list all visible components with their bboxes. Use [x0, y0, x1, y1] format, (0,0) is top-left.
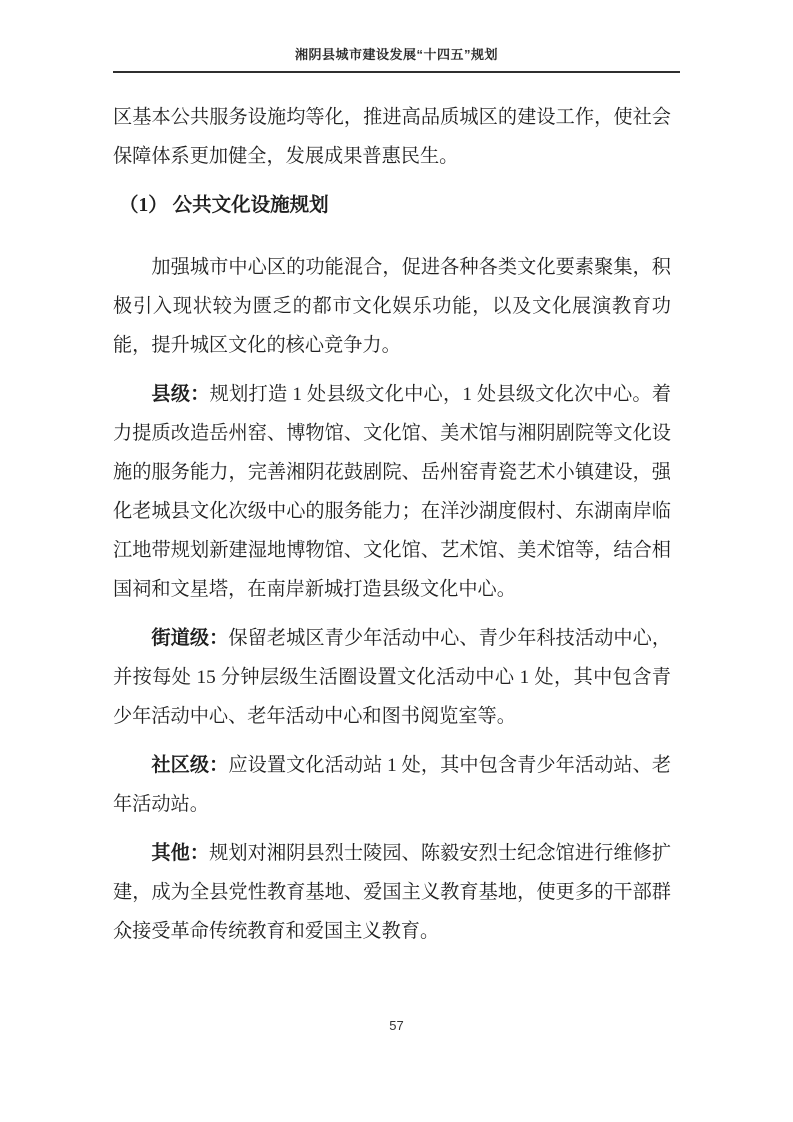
paragraph-text: 加强城市中心区的功能混合，促进各种各类文化要素聚集，积极引入现状较为匮乏的都市文化娱乐功能，以及文化展演教育功能，提升城区文化的核心竞争力。	[113, 257, 671, 356]
header-title: 湘阴县城市建设发展“十四五”规划	[294, 47, 498, 62]
paragraph-label: 街道级：	[151, 628, 229, 649]
page-number: 57	[389, 1018, 404, 1033]
page-footer	[0, 1018, 793, 1033]
document-body	[113, 98, 671, 961]
intro-paragraph	[113, 98, 671, 176]
page-header	[113, 0, 680, 73]
paragraph-county-level	[113, 375, 671, 609]
paragraph-text: 规划对湘阴县烈士陵园、陈毅安烈士纪念馆进行维修扩建，成为全县党性教育基地、爱国主义教育基地，使更多的干部群众接受革命传统教育和爱国主义教育。	[113, 843, 672, 942]
paragraph-label: 其他：	[151, 843, 210, 864]
paragraph-label: 社区级：	[151, 755, 229, 776]
paragraph-text: 规划打造 1 处县级文化中心，1 处县级文化次中心。着力提质改造岳州窑、博物馆、文化馆、美术馆与湘阴剧院等文化设施的服务能力，完善湘阴花鼓剧院、岳州窑青瓷艺术小镇建设，强化老城县文化次级中心的服务能力；在洋沙湖度假村、东湖南岸临江地带规划新建湿地博物馆、文化馆、艺术馆、美术馆等，结合相国祠和文星塔，在南岸新城打造县级文化中心。	[113, 384, 672, 600]
paragraph-text: 应设置文化活动站 1 处，其中包含青少年活动站、老年活动站。	[113, 755, 672, 815]
header-rule	[113, 71, 680, 73]
section-heading: （1） 公共文化设施规划	[119, 195, 329, 216]
paragraph-culture-overview	[113, 248, 671, 365]
paragraph-other	[113, 834, 671, 951]
paragraph-community-level	[113, 746, 671, 824]
paragraph-text: 保留老城区青少年活动中心、青少年科技活动中心，并按每处 15 分钟层级生活圈设置文化活动中心 1 处，其中包含青少年活动中心、老年活动中心和图书阅览室等。	[113, 628, 672, 727]
paragraph-street-level	[113, 619, 671, 736]
paragraph-label: 县级：	[151, 384, 210, 405]
intro-paragraph-text: 区基本公共服务设施均等化，推进高品质城区的建设工作，使社会保障体系更加健全，发展成果普惠民生。	[113, 107, 671, 167]
